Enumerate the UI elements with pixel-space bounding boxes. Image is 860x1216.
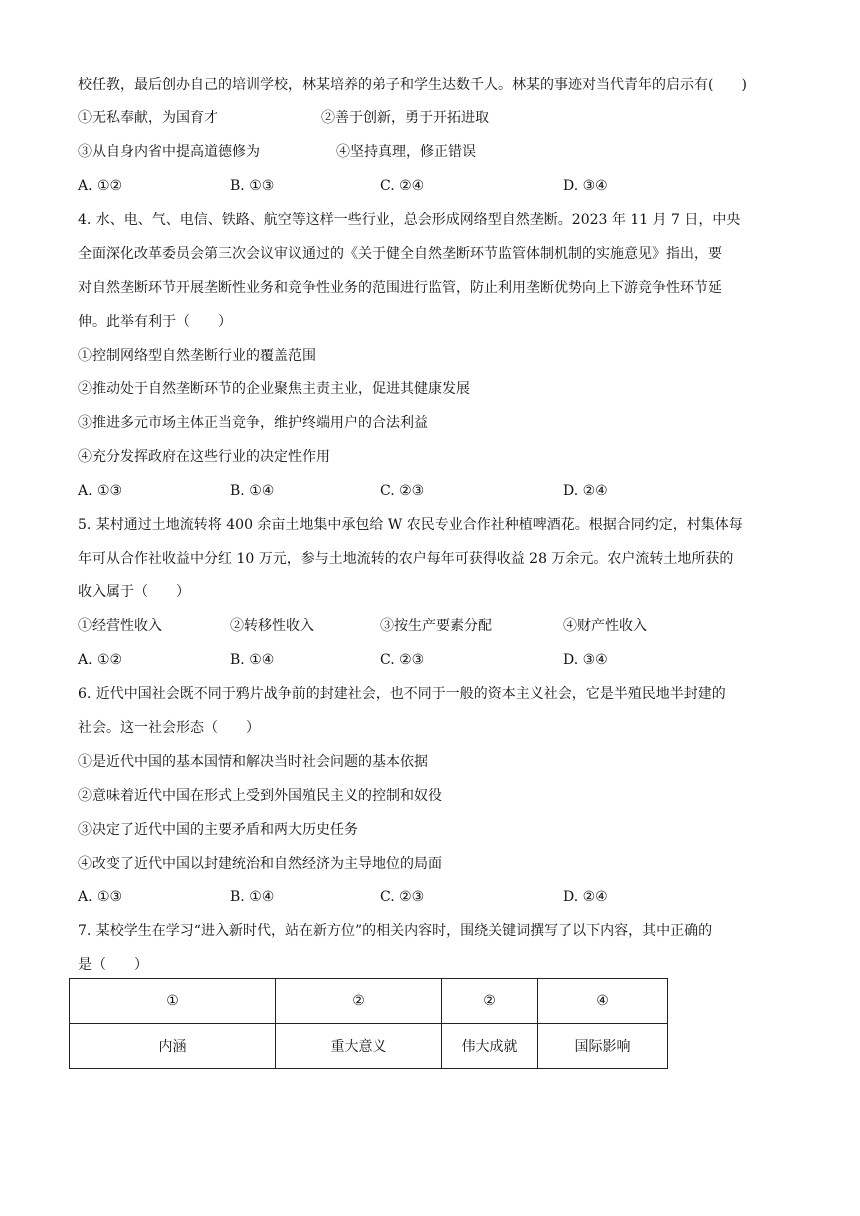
q4-stem-line-4: 伸。此举有利于（ ） [78, 314, 232, 330]
q4-item-3: ③推进多元市场主体正当竞争，维护终端用户的合法利益 [78, 415, 428, 431]
q6-option-c[interactable]: C. ②③ [380, 889, 425, 905]
q4-option-a[interactable]: A. ①③ [78, 483, 123, 499]
q5-option-d[interactable]: D. ③④ [563, 652, 608, 668]
q6-option-b[interactable]: B. ①④ [230, 889, 275, 905]
q3-option-b[interactable]: B. ①③ [230, 178, 275, 194]
q7-stem-line-1: 7. 某校学生在学习“进入新时代，站在新方位”的相关内容时，围绕关键词撰写了以下内容，其中正确的 [78, 923, 713, 939]
table-cell: 伟大成就 [442, 1024, 538, 1069]
q5-stem-line-1: 5. 某村通过土地流转将 400 余亩土地集中承包给 W 农民专业合作社种植啤酒花。根据合同约定，村集体每 [78, 517, 743, 533]
q4-item-4: ④充分发挥政府在这些行业的决定性作用 [78, 449, 330, 465]
table-row [70, 979, 668, 1024]
table-cell: 内涵 [70, 1024, 276, 1069]
q4-stem-line-3: 对自然垄断环节开展垄断性业务和竞争性业务的范围进行监管，防止利用垄断优势向上下游竞争性环节延 [78, 280, 722, 296]
q3-option-a[interactable]: A. ①② [78, 178, 123, 194]
q4-stem-line-2: 全面深化改革委员会第三次会议审议通过的《关于健全自然垄断环节监管体制机制的实施意见》指出，要 [78, 246, 722, 262]
q6-item-3: ③决定了近代中国的主要矛盾和两大历史任务 [78, 822, 358, 838]
table-header-cell: ② [442, 979, 538, 1024]
q3-item-4: ④坚持真理，修正错误 [336, 144, 476, 160]
q4-option-c[interactable]: C. ②③ [380, 483, 425, 499]
q3-item-3: ③从自身内省中提高道德修为 [78, 144, 260, 160]
q5-option-b[interactable]: B. ①④ [230, 652, 275, 668]
table-cell: 重大意义 [276, 1024, 442, 1069]
q6-stem-line-1: 6. 近代中国社会既不同于鸦片战争前的封建社会，也不同于一般的资本主义社会，它是半殖民地半封建的 [78, 686, 726, 702]
q3-option-c[interactable]: C. ②④ [380, 178, 425, 194]
q4-stem-line-1: 4. 水、电、气、电信、铁路、航空等这样一些行业，总会形成网络型自然垄断。2023 年 11 月 7 日，中央 [78, 212, 741, 228]
q5-item-2: ②转移性收入 [230, 618, 314, 634]
q6-option-a[interactable]: A. ①③ [78, 889, 123, 905]
q3-stem-line: 校任教，最后创办自己的培训学校，林某培养的弟子和学生达数千人。林某的事迹对当代青年的启示有( ) [78, 77, 747, 93]
q6-item-4: ④改变了近代中国以封建统治和自然经济为主导地位的局面 [78, 856, 442, 872]
q7-keyword-table [69, 978, 668, 1069]
q5-item-1: ①经营性收入 [78, 618, 162, 634]
q3-item-2: ②善于创新，勇于开拓进取 [321, 110, 489, 126]
q3-option-d[interactable]: D. ③④ [563, 178, 608, 194]
q5-option-c[interactable]: C. ②③ [380, 652, 425, 668]
q6-item-2: ②意味着近代中国在形式上受到外国殖民主义的控制和奴役 [78, 788, 442, 804]
table-header-cell: ② [276, 979, 442, 1024]
q3-item-1: ①无私奉献，为国育才 [78, 110, 218, 126]
q5-stem-line-3: 收入属于（ ） [78, 584, 190, 600]
q4-option-d[interactable]: D. ②④ [563, 483, 608, 499]
table-row [70, 1024, 668, 1069]
table-header-cell: ① [70, 979, 276, 1024]
q5-stem-line-2: 年可从合作社收益中分红 10 万元，参与土地流转的农户每年可获得收益 28 万余元。农户流转土地所获的 [78, 551, 734, 567]
table-cell: 国际影响 [538, 1024, 668, 1069]
q5-option-a[interactable]: A. ①② [78, 652, 123, 668]
q4-item-2: ②推动处于自然垄断环节的企业聚焦主责主业，促进其健康发展 [78, 381, 470, 397]
q6-option-d[interactable]: D. ②④ [563, 889, 608, 905]
q5-item-4: ④财产性收入 [563, 618, 647, 634]
q5-item-3: ③按生产要素分配 [380, 618, 492, 634]
table-header-cell: ④ [538, 979, 668, 1024]
q7-stem-line-2: 是（ ） [78, 957, 148, 973]
q6-item-1: ①是近代中国的基本国情和解决当时社会问题的基本依据 [78, 754, 428, 770]
q4-item-1: ①控制网络型自然垄断行业的覆盖范围 [78, 348, 316, 364]
q6-stem-line-2: 社会。这一社会形态（ ） [78, 720, 260, 736]
q4-option-b[interactable]: B. ①④ [230, 483, 275, 499]
